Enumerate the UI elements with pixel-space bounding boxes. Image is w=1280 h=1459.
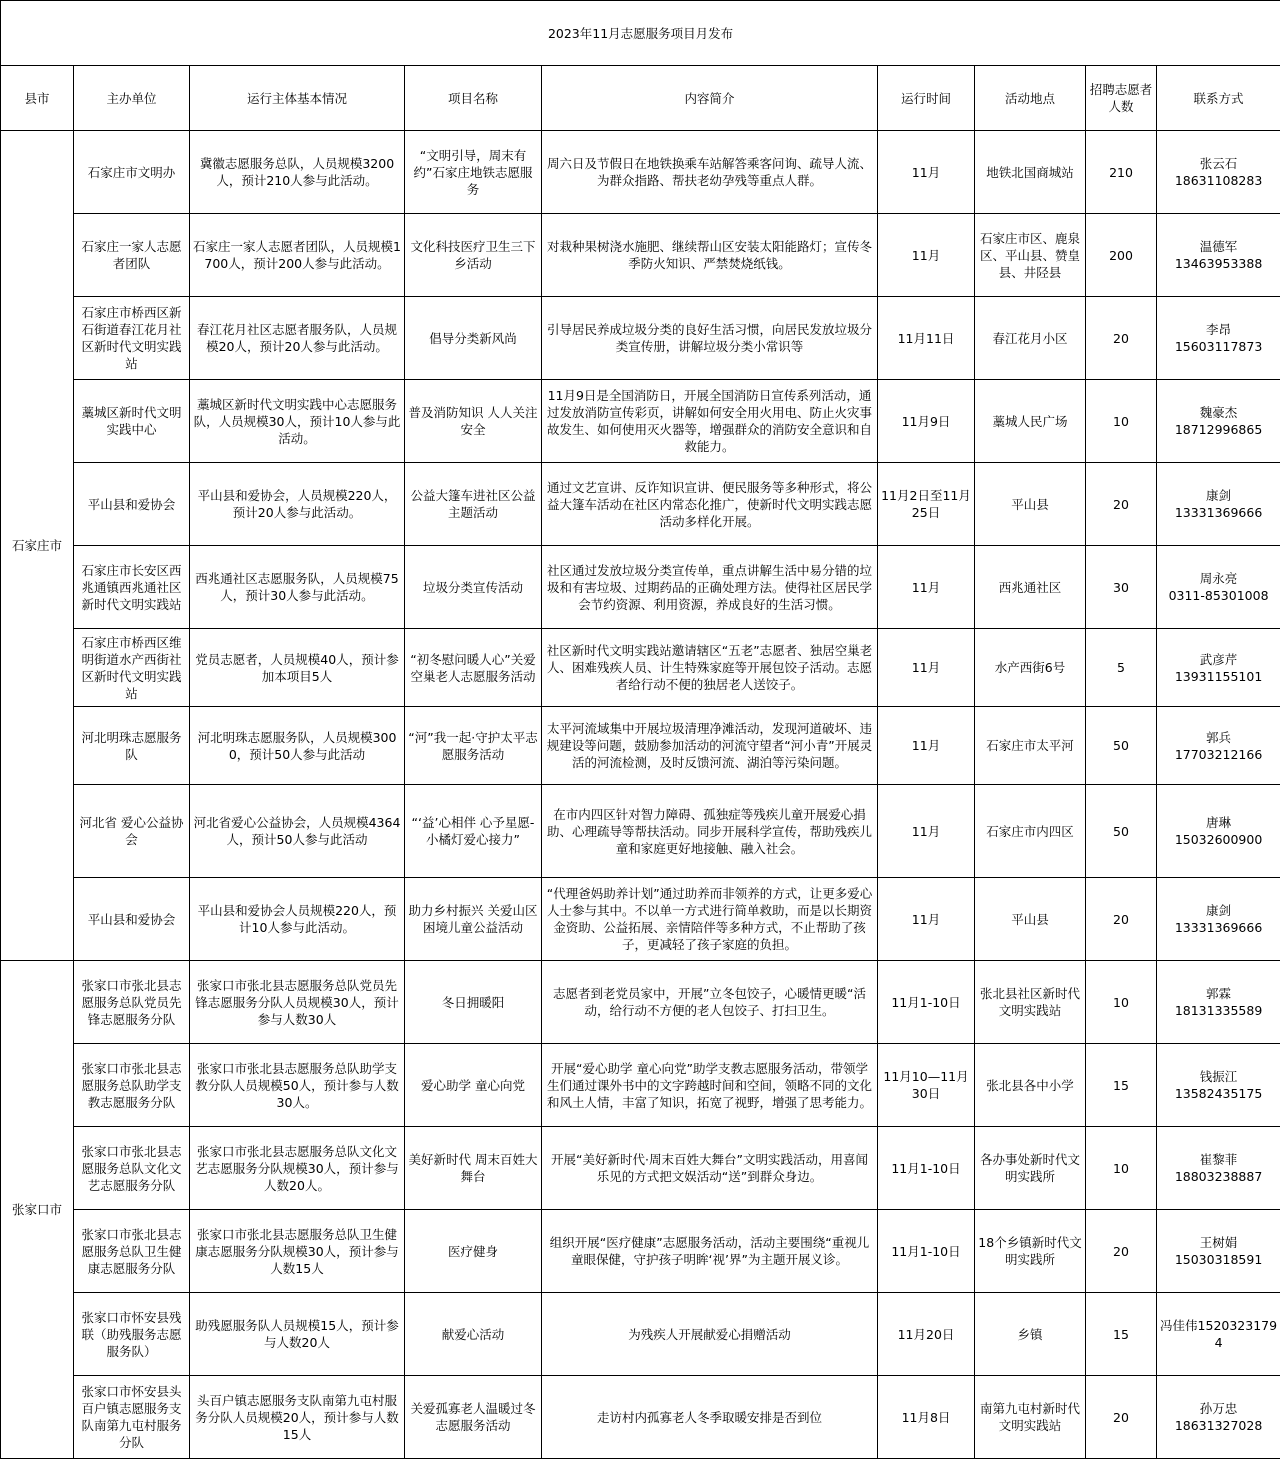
contact-cell — [1157, 878, 1280, 961]
project-name-cell: 普及消防知识 人人关注安全 — [405, 380, 542, 463]
contact-cell — [1157, 707, 1280, 785]
contact-cell — [1157, 463, 1280, 546]
table-row — [1, 131, 1280, 214]
contact-name: 崔黎菲 — [1160, 1151, 1277, 1168]
organizer-cell: 石家庄市长安区西兆通镇西兆通社区新时代文明实践站 — [74, 546, 190, 629]
organizer-cell: 张家口市怀安县头百户镇志愿服务支队南第九屯村服务分队 — [74, 1376, 190, 1459]
contact-name: 康剑 — [1160, 902, 1277, 919]
project-name-cell: “‘益’心相伴 心予星愿-小橘灯爱心接力” — [405, 785, 542, 878]
organizer-cell: 平山县和爱协会 — [74, 463, 190, 546]
contact-name: 康剑 — [1160, 487, 1277, 504]
location-cell: 张北县社区新时代文明实践站 — [975, 961, 1086, 1044]
basic-info-cell: 张家口市张北县志愿服务总队党员先锋志愿服务分队人员规模30人，预计参与人数30人 — [190, 961, 405, 1044]
recruit-count-cell: 15 — [1086, 1293, 1157, 1376]
contact-phone: 18631108283 — [1160, 172, 1277, 189]
project-name-cell: “河”我一起·守护太平志愿服务活动 — [405, 707, 542, 785]
description-cell: 周六日及节假日在地铁换乘车站解答乘客问询、疏导人流、为群众指路、帮扶老幼孕残等重点人群。 — [542, 131, 878, 214]
organizer-cell: 张家口市张北县志愿服务总队文化文艺志愿服务分队 — [74, 1127, 190, 1210]
project-name-cell: 垃圾分类宣传活动 — [405, 546, 542, 629]
basic-info-cell: 石家庄一家人志愿者团队，人员规模1700人，预计200人参与此活动。 — [190, 214, 405, 297]
contact-cell — [1157, 297, 1280, 380]
project-name-cell: “初冬慰问暖人心”关爱空巢老人志愿服务活动 — [405, 629, 542, 707]
basic-info-cell: 头百户镇志愿服务支队南第九屯村服务分队人员规模20人，预计参与人数15人 — [190, 1376, 405, 1459]
location-cell: 南第九屯村新时代文明实践站 — [975, 1376, 1086, 1459]
project-name-cell: 助力乡村振兴 关爱山区困境儿童公益活动 — [405, 878, 542, 961]
description-cell: 引导居民养成垃圾分类的良好生活习惯，向居民发放垃圾分类宣传册，讲解垃圾分类小常识等 — [542, 297, 878, 380]
header-row — [1, 66, 1280, 131]
contact-name: 武彦芹 — [1160, 651, 1277, 668]
organizer-cell: 河北省 爱心公益协会 — [74, 785, 190, 878]
organizer-cell: 石家庄市桥西区新石街道春江花月社区新时代文明实践站 — [74, 297, 190, 380]
table-row — [1, 878, 1280, 961]
header-contact: 联系方式 — [1157, 66, 1280, 131]
location-cell: 藁城人民广场 — [975, 380, 1086, 463]
contact-cell — [1157, 1376, 1280, 1459]
project-name-cell: 美好新时代 周末百姓大舞台 — [405, 1127, 542, 1210]
recruit-count-cell: 20 — [1086, 297, 1157, 380]
contact-phone: 18131335589 — [1160, 1002, 1277, 1019]
contact-phone: 13331369666 — [1160, 504, 1277, 521]
contact-phone: 13582435175 — [1160, 1085, 1277, 1102]
organizer-cell: 河北明珠志愿服务队 — [74, 707, 190, 785]
description-cell: 开展“美好新时代·周末百姓大舞台”文明实践活动，用喜闻乐见的方式把文娱活动“送”到群众身边。 — [542, 1127, 878, 1210]
basic-info-cell: 平山县和爱协会，人员规模220人，预计20人参与此活动。 — [190, 463, 405, 546]
location-cell: 平山县 — [975, 878, 1086, 961]
basic-info-cell: 张家口市张北县志愿服务总队卫生健康志愿服务分队规模30人，预计参与人数15人 — [190, 1210, 405, 1293]
table-row — [1, 1376, 1280, 1459]
table-row — [1, 785, 1280, 878]
organizer-cell: 石家庄一家人志愿者团队 — [74, 214, 190, 297]
table-row — [1, 1044, 1280, 1127]
header-organizer: 主办单位 — [74, 66, 190, 131]
table-row — [1, 546, 1280, 629]
table-row — [1, 297, 1280, 380]
contact-name: 郭兵 — [1160, 729, 1277, 746]
run-time-cell: 11月 — [878, 131, 975, 214]
run-time-cell: 11月 — [878, 707, 975, 785]
recruit-count-cell: 20 — [1086, 1376, 1157, 1459]
recruit-count-cell: 10 — [1086, 961, 1157, 1044]
header-run-time: 运行时间 — [878, 66, 975, 131]
description-cell: “代理爸妈助养计划”通过助养而非领养的方式，让更多爱心人士参与其中。不以单一方式进行简单救助，而是以长期资金资助、公益拓展、亲情陪伴等多种方式，不止帮助了孩子，更减轻了孩子家庭的负担。 — [542, 878, 878, 961]
header-county: 县市 — [1, 66, 74, 131]
run-time-cell: 11月8日 — [878, 1376, 975, 1459]
project-name-cell: 倡导分类新风尚 — [405, 297, 542, 380]
basic-info-cell: 河北明珠志愿服务队，人员规模3000，预计50人参与此活动 — [190, 707, 405, 785]
project-name-cell: 医疗健身 — [405, 1210, 542, 1293]
contact-phone: 15030318591 — [1160, 1251, 1277, 1268]
project-name-cell: 献爱心活动 — [405, 1293, 542, 1376]
contact-cell — [1157, 629, 1280, 707]
contact-phone: 15203231794 — [1198, 1318, 1278, 1350]
run-time-cell: 11月 — [878, 629, 975, 707]
organizer-cell: 张家口市张北县志愿服务总队助学支教志愿服务分队 — [74, 1044, 190, 1127]
run-time-cell: 11月11日 — [878, 297, 975, 380]
run-time-cell: 11月1-10日 — [878, 1210, 975, 1293]
contact-phone: 13931155101 — [1160, 668, 1277, 685]
header-project-name: 项目名称 — [405, 66, 542, 131]
organizer-cell: 石家庄市文明办 — [74, 131, 190, 214]
project-name-cell: 关爱孤寡老人温暖过冬志愿服务活动 — [405, 1376, 542, 1459]
table-row — [1, 214, 1280, 297]
contact-name: 郭霖 — [1160, 985, 1277, 1002]
description-cell: 通过文艺宣讲、反诈知识宣讲、便民服务等多种形式，将公益大篷车活动在社区内常态化推广，使新时代文明实践志愿活动多样化开展。 — [542, 463, 878, 546]
recruit-count-cell: 15 — [1086, 1044, 1157, 1127]
contact-phone: 15603117873 — [1160, 338, 1277, 355]
table-row — [1, 463, 1280, 546]
contact-name: 冯佳伟 — [1160, 1318, 1198, 1333]
organizer-cell: 藁城区新时代文明实践中心 — [74, 380, 190, 463]
recruit-count-cell: 20 — [1086, 878, 1157, 961]
table-row — [1, 380, 1280, 463]
county-cell: 张家口市 — [1, 961, 74, 1459]
location-cell: 地铁北国商城站 — [975, 131, 1086, 214]
run-time-cell: 11月2日至11月25日 — [878, 463, 975, 546]
contact-phone: 15032600900 — [1160, 831, 1277, 848]
contact-cell — [1157, 1210, 1280, 1293]
project-name-cell: 文化科技医疗卫生三下乡活动 — [405, 214, 542, 297]
header-recruit-count: 招聘志愿者人数 — [1086, 66, 1157, 131]
run-time-cell: 11月 — [878, 214, 975, 297]
recruit-count-cell: 30 — [1086, 546, 1157, 629]
contact-name: 温德军 — [1160, 238, 1277, 255]
header-basic-info: 运行主体基本情况 — [190, 66, 405, 131]
contact-phone: 18631327028 — [1160, 1417, 1277, 1434]
location-cell: 各办事处新时代文明实践所 — [975, 1127, 1086, 1210]
table-row — [1, 961, 1280, 1044]
recruit-count-cell: 50 — [1086, 785, 1157, 878]
description-cell: 太平河流域集中开展垃圾清理净滩活动，发现河道破坏、违规建设等问题，鼓励参加活动的河流守望者“河小青”开展灵活的河流检测，及时反馈河流、湖泊等污染问题。 — [542, 707, 878, 785]
basic-info-cell: 春江花月社区志愿者服务队，人员规模20人，预计20人参与此活动。 — [190, 297, 405, 380]
location-cell: 西兆通社区 — [975, 546, 1086, 629]
project-name-cell: 爱心助学 童心向党 — [405, 1044, 542, 1127]
project-name-cell: 公益大篷车进社区公益主题活动 — [405, 463, 542, 546]
table-row — [1, 629, 1280, 707]
organizer-cell: 张家口市怀安县残联（助残服务志愿服务队） — [74, 1293, 190, 1376]
basic-info-cell: 西兆通社区志愿服务队，人员规模75人，预计30人参与此活动。 — [190, 546, 405, 629]
description-cell: 组织开展“医疗健康”志愿服务活动，活动主要围绕“重视儿童眼保健，守护孩子明眸‘视’界”为主题开展义诊。 — [542, 1210, 878, 1293]
contact-phone: 13463953388 — [1160, 255, 1277, 272]
description-cell: 开展“爱心助学 童心向党”助学支教志愿服务活动，带领学生们通过课外书中的文字跨越时间和空间，领略不同的文化和风土人情，丰富了知识，拓宽了视野，增强了思考能力。 — [542, 1044, 878, 1127]
location-cell: 乡镇 — [975, 1293, 1086, 1376]
organizer-cell: 张家口市张北县志愿服务总队党员先锋志愿服务分队 — [74, 961, 190, 1044]
run-time-cell: 11月 — [878, 546, 975, 629]
header-location: 活动地点 — [975, 66, 1086, 131]
basic-info-cell: 河北省爱心公益协会，人员规模4364人，预计50人参与此活动 — [190, 785, 405, 878]
contact-phone: 18712996865 — [1160, 421, 1277, 438]
contact-cell — [1157, 1293, 1280, 1376]
contact-cell — [1157, 1127, 1280, 1210]
run-time-cell: 11月 — [878, 878, 975, 961]
organizer-cell: 张家口市张北县志愿服务总队卫生健康志愿服务分队 — [74, 1210, 190, 1293]
contact-cell — [1157, 380, 1280, 463]
contact-name: 钱振江 — [1160, 1068, 1277, 1085]
run-time-cell: 11月1-10日 — [878, 1127, 975, 1210]
description-cell: 对栽种果树浇水施肥、继续帮山区安装太阳能路灯；宣传冬季防火知识、严禁焚烧纸钱。 — [542, 214, 878, 297]
location-cell: 春江花月小区 — [975, 297, 1086, 380]
recruit-count-cell: 210 — [1086, 131, 1157, 214]
description-cell: 社区新时代文明实践站邀请辖区“五老”志愿者、独居空巢老人、困难残疾人员、计生特殊家庭等开展包饺子活动。志愿者给行动不便的独居老人送饺子。 — [542, 629, 878, 707]
basic-info-cell: 藁城区新时代文明实践中心志愿服务队，人员规模30人，预计10人参与此活动。 — [190, 380, 405, 463]
description-cell: 志愿者到老党员家中，开展”立冬包饺子，心暖情更暖“活动，给行动不方便的老人包饺子、打扫卫生。 — [542, 961, 878, 1044]
description-cell: 社区通过发放垃圾分类宣传单，重点讲解生活中易分错的垃圾和有害垃圾、过期药品的正确处理方法。使得社区居民学会节约资源、利用资源，养成良好的生活习惯。 — [542, 546, 878, 629]
recruit-count-cell: 10 — [1086, 380, 1157, 463]
table-row — [1, 1127, 1280, 1210]
location-cell: 石家庄市内四区 — [975, 785, 1086, 878]
contact-cell — [1157, 546, 1280, 629]
contact-name: 李昂 — [1160, 321, 1277, 338]
page-title: 2023年11月志愿服务项目月发布 — [1, 1, 1280, 66]
description-cell: 走访村内孤寡老人冬季取暖安排是否到位 — [542, 1376, 878, 1459]
contact-cell — [1157, 961, 1280, 1044]
basic-info-cell: 平山县和爱协会人员规模220人，预计10人参与此活动。 — [190, 878, 405, 961]
basic-info-cell: 张家口市张北县志愿服务总队助学支教分队人员规模50人，预计参与人数30人。 — [190, 1044, 405, 1127]
location-cell: 石家庄市区、鹿泉区、平山县、赞皇县、井陉县 — [975, 214, 1086, 297]
basic-info-cell: 冀徽志愿服务总队，人员规模3200人，预计210人参与此活动。 — [190, 131, 405, 214]
location-cell: 石家庄市太平河 — [975, 707, 1086, 785]
basic-info-cell: 张家口市张北县志愿服务总队文化文艺志愿服务分队规模30人，预计参与人数20人。 — [190, 1127, 405, 1210]
run-time-cell: 11月10—11月30日 — [878, 1044, 975, 1127]
recruit-count-cell: 20 — [1086, 463, 1157, 546]
contact-cell — [1157, 785, 1280, 878]
contact-name: 孙万忠 — [1160, 1400, 1277, 1417]
location-cell: 18个乡镇新时代文明实践所 — [975, 1210, 1086, 1293]
basic-info-cell: 党员志愿者，人员规模40人，预计参加本项目5人 — [190, 629, 405, 707]
location-cell: 平山县 — [975, 463, 1086, 546]
organizer-cell: 平山县和爱协会 — [74, 878, 190, 961]
header-description: 内容简介 — [542, 66, 878, 131]
table-row — [1, 1293, 1280, 1376]
recruit-count-cell: 50 — [1086, 707, 1157, 785]
county-cell: 石家庄市 — [1, 131, 74, 961]
run-time-cell: 11月20日 — [878, 1293, 975, 1376]
description-cell: 为残疾人开展献爱心捐赠活动 — [542, 1293, 878, 1376]
contact-cell — [1157, 214, 1280, 297]
project-name-cell: “文明引导，周末有约”石家庄地铁志愿服务 — [405, 131, 542, 214]
run-time-cell: 11月1-10日 — [878, 961, 975, 1044]
run-time-cell: 11月 — [878, 785, 975, 878]
contact-phone: 0311-85301008 — [1160, 587, 1277, 604]
table-row — [1, 1210, 1280, 1293]
contact-name: 王树娟 — [1160, 1234, 1277, 1251]
contact-phone: 18803238887 — [1160, 1168, 1277, 1185]
organizer-cell: 石家庄市桥西区维明街道水产西街社区新时代文明实践站 — [74, 629, 190, 707]
contact-name: 周永亮 — [1160, 570, 1277, 587]
recruit-count-cell: 20 — [1086, 1210, 1157, 1293]
recruit-count-cell: 5 — [1086, 629, 1157, 707]
description-cell: 11月9日是全国消防日，开展全国消防日宣传系列活动，通过发放消防宣传彩页，讲解如何安全用火用电、防止火灾事故发生、如何使用灭火器等，增强群众的消防安全意识和自救能力。 — [542, 380, 878, 463]
contact-phone: 17703212166 — [1160, 746, 1277, 763]
location-cell: 张北县各中小学 — [975, 1044, 1086, 1127]
description-cell: 在市内四区针对智力障碍、孤独症等残疾儿童开展爱心捐助、心理疏导等帮扶活动。同步开展科学宣传，帮助残疾儿童和家庭更好地接触、融入社会。 — [542, 785, 878, 878]
recruit-count-cell: 200 — [1086, 214, 1157, 297]
run-time-cell: 11月9日 — [878, 380, 975, 463]
recruit-count-cell: 10 — [1086, 1127, 1157, 1210]
table-row — [1, 707, 1280, 785]
contact-phone: 13331369666 — [1160, 919, 1277, 936]
contact-name: 唐琳 — [1160, 814, 1277, 831]
location-cell: 水产西街6号 — [975, 629, 1086, 707]
contact-cell — [1157, 1044, 1280, 1127]
project-name-cell: 冬日拥暖阳 — [405, 961, 542, 1044]
contact-name: 魏豪杰 — [1160, 404, 1277, 421]
basic-info-cell: 助残愿服务队人员规模15人，预计参与人数20人 — [190, 1293, 405, 1376]
contact-name: 张云石 — [1160, 155, 1277, 172]
contact-cell — [1157, 131, 1280, 214]
